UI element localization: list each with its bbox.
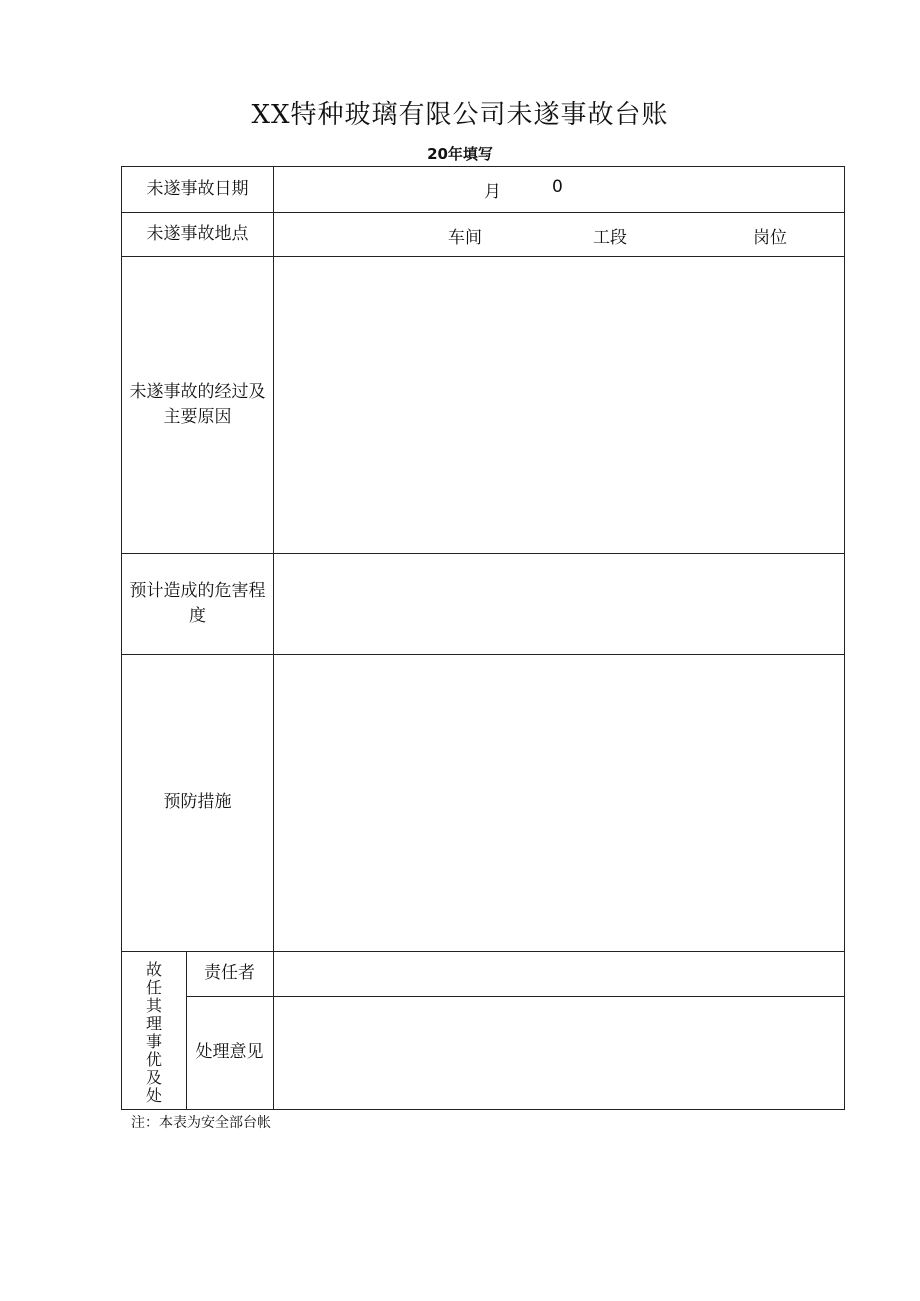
prevention-measures-field[interactable] xyxy=(273,654,844,951)
accident-process-label: 未遂事故的经过及主要原因 xyxy=(129,381,266,427)
location-workshop-label: 车间 xyxy=(448,228,482,248)
page-subtitle: 20年填写 xyxy=(427,145,493,163)
date-day-value[interactable]: 0 xyxy=(552,177,563,197)
damage-degree-field[interactable] xyxy=(273,553,844,654)
prevention-measures-label: 预防措施 xyxy=(163,792,232,812)
page-title: XX特种玻璃有限公司未遂事故台账 xyxy=(251,100,669,130)
handling-opinion-label: 处理意见 xyxy=(195,1042,264,1062)
accident-location-label: 未遂事故地点 xyxy=(146,223,249,244)
date-month-label: 月 xyxy=(484,182,501,202)
accident-ledger-table xyxy=(121,166,845,1110)
damage-degree-label: 预计造成的危害程度 xyxy=(129,580,266,626)
handling-opinion-field[interactable] xyxy=(273,996,844,1109)
location-post-label: 岗位 xyxy=(753,228,787,248)
responsible-field[interactable] xyxy=(273,951,844,996)
handling-group-label: 故任其理事优及处 xyxy=(145,960,162,1105)
accident-date-label: 未遂事故日期 xyxy=(146,179,249,199)
footnote: 注：本表为安全部台帐 xyxy=(131,1115,271,1131)
responsible-label: 责任者 xyxy=(204,963,255,983)
location-section-label: 工段 xyxy=(593,228,627,248)
accident-process-field[interactable] xyxy=(273,256,844,553)
